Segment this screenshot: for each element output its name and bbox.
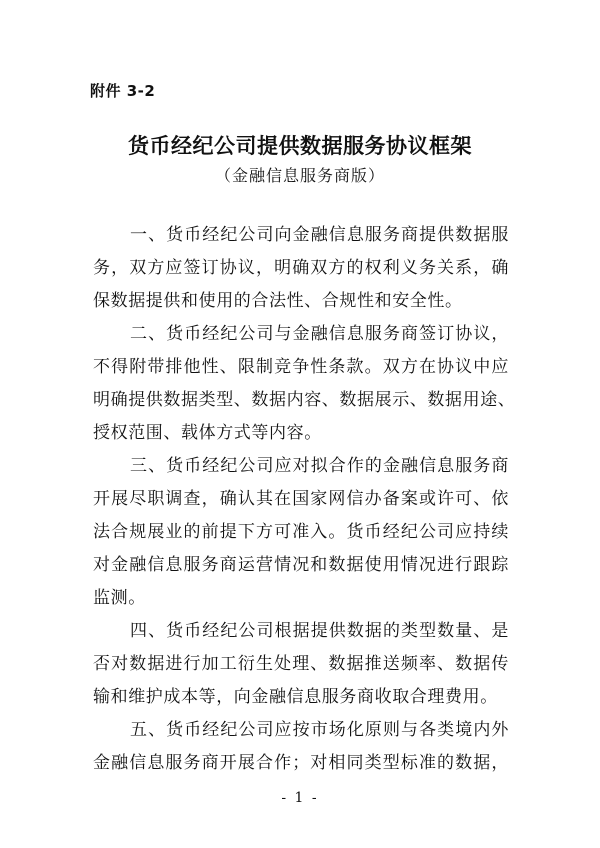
paragraph-4-line: 输和维护成本等，向金融信息服务商收取合理费用。 — [93, 687, 498, 707]
document-subtitle: （金融信息服务商版） — [214, 166, 385, 185]
paragraph-3-line: 开展尽职调查，确认其在国家网信办备案或许可、依 — [93, 489, 509, 509]
paragraph-4-line: 否对数据进行加工衍生处理、数据推送频率、数据传 — [93, 654, 509, 674]
paragraph-2-line: 不得附带排他性、限制竞争性条款。双方在协议中应 — [93, 357, 509, 377]
paragraph-4-line: 四、货币经纪公司根据提供数据的类型数量、是 — [130, 621, 509, 641]
paragraph-2-line: 授权范围、载体方式等内容。 — [93, 423, 322, 443]
paragraph-3-line: 法合规展业的前提下方可准入。货币经纪公司应持续 — [93, 522, 509, 542]
paragraph-1-line: 保数据提供和使用的合法性、合规性和安全性。 — [93, 291, 463, 311]
paragraph-3-line: 对金融信息服务商运营情况和数据使用情况进行跟踪 — [93, 555, 509, 575]
attachment-label: 附件 3-2 — [90, 82, 156, 100]
page-number: - 1 - — [281, 790, 319, 806]
paragraph-1-line: 一、货币经纪公司向金融信息服务商提供数据服 — [130, 225, 509, 245]
paragraph-3-line: 监测。 — [93, 588, 146, 608]
paragraph-5-line: 五、货币经纪公司应按市场化原则与各类境内外 — [130, 720, 509, 740]
paragraph-3-line: 三、货币经纪公司应对拟合作的金融信息服务商 — [130, 456, 509, 476]
paragraph-2-line: 明确提供数据类型、数据内容、数据展示、数据用途、 — [93, 390, 516, 410]
paragraph-1-line: 务，双方应签订协议，明确双方的权利义务关系，确 — [93, 258, 509, 278]
paragraph-5-line: 金融信息服务商开展合作；对相同类型标准的数据， — [93, 753, 509, 773]
paragraph-2-line: 二、货币经纪公司与金融信息服务商签订协议， — [130, 324, 509, 344]
document-title: 货币经纪公司提供数据服务协议框架 — [128, 134, 472, 158]
